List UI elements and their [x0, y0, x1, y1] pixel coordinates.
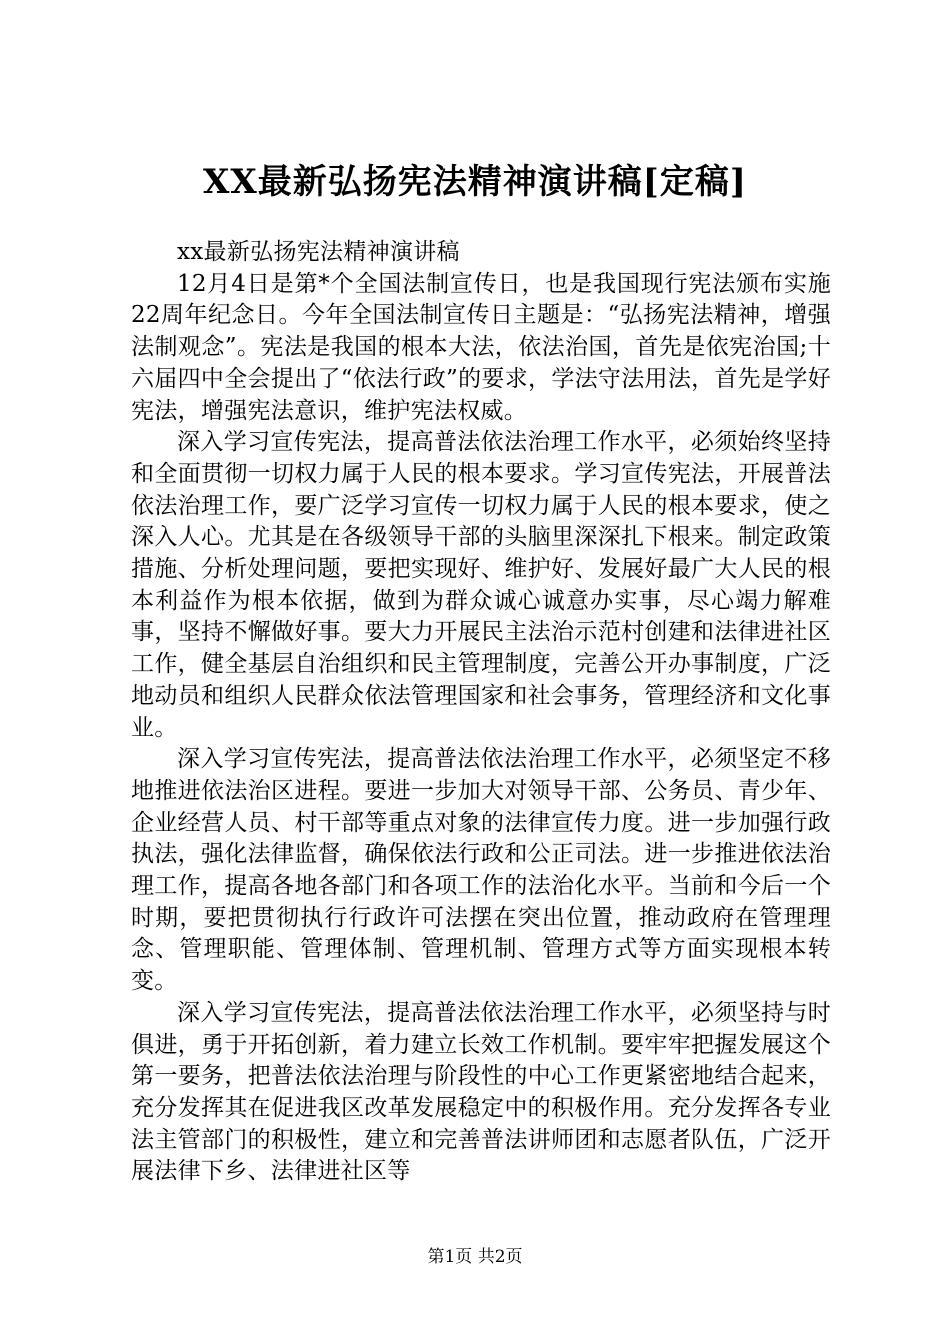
paragraph-subtitle: xx最新弘扬宪法精神演讲稿 — [177, 239, 460, 265]
document-body — [131, 237, 831, 1188]
page-number-footer: 第1页 共2页 — [427, 1247, 523, 1267]
paragraph: 深入学习宣传宪法，提高普法依法治理工作水平，必须始终坚持和全面贯彻一切权力属于人民的根本要求。学习宣传宪法，开展普法依法治理工作，要广泛学习宣传一切权力属于人民的根本要求，使之深入人心。尤其是在各级领导干部的头脑里深深扎下根来。制定政策措施、分析处理问题，要把实现好、维护好、发展好最广大人民的根本利益作为根本依据，做到为群众诚心诚意办实事，尽心竭力解难事，坚持不懈做好事。要大力开展民主法治示范村创建和法律进社区工作，健全基层自治组织和民主管理制度，完善公开办事制度，广泛地动员和组织人民群众依法管理国家和社会事务，管理经济和文化事业。 — [131, 429, 831, 741]
paragraph: 深入学习宣传宪法，提高普法依法治理工作水平，必须坚定不移地推进依法治区进程。要进一步加大对领导干部、公务员、青少年、企业经营人员、村干部等重点对象的法律宣传力度。进一步加强行政执法，强化法律监督，确保依法行政和公正司法。进一步推进依法治理工作，提高各地各部门和各项工作的法治化水平。当前和今后一个时期，要把贯彻执行行政许可法摆在突出位置，推动政府在管理理念、管理职能、管理体制、管理机制、管理方式等方面实现根本转变。 — [131, 746, 831, 995]
page-title: XX最新弘扬宪法精神演讲稿[定稿] — [203, 162, 747, 202]
paragraph: 12月4日是第*个全国法制宣传日，也是我国现行宪法颁布实施22周年纪念日。今年全国法制宣传日主题是：“弘扬宪法精神，增强法制观念”。宪法是我国的根本大法，依法治国，首先是依宪治国;十六届四中全会提出了“依法行政”的要求，学法守法用法，首先是学好宪法，增强宪法意识，维护宪法权威。 — [131, 270, 831, 424]
paragraph: 深入学习宣传宪法，提高普法依法治理工作水平，必须坚持与时俱进，勇于开拓创新，着力建立长效工作机制。要牢牢把握发展这个第一要务，把普法依法治理与阶段性的中心工作更紧密地结合起来，充分发挥其在促进我区改革发展稳定中的积极作用。充分发挥各专业法主管部门的积极性，建立和完善普法讲师团和志愿者队伍，广泛开展法律下乡、法律进社区等 — [131, 999, 831, 1185]
